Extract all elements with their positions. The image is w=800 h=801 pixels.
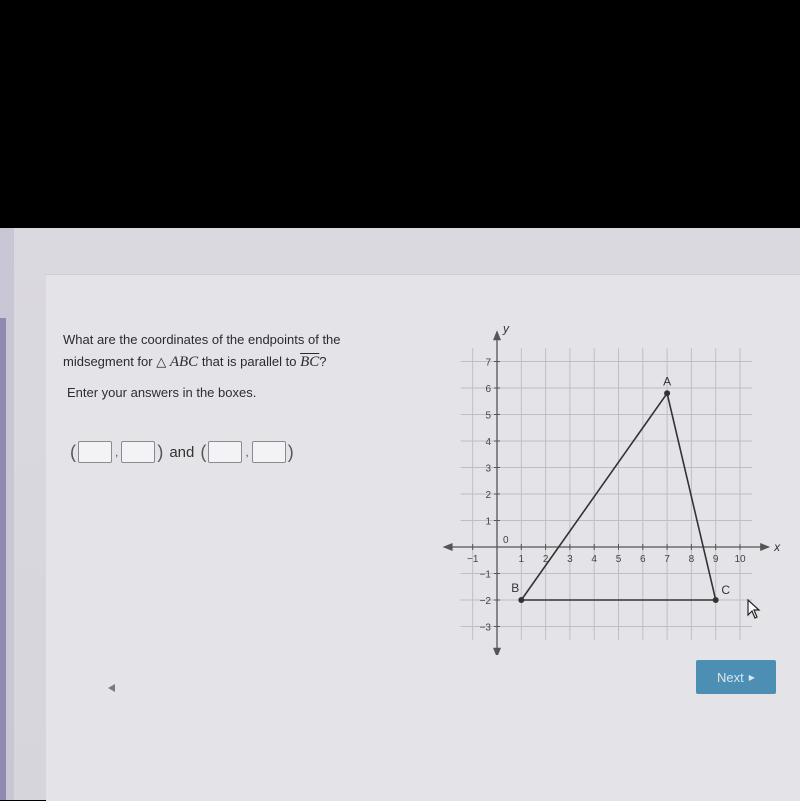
answer-box-3[interactable] bbox=[208, 441, 242, 463]
y-axis-arrow-up-icon bbox=[493, 330, 501, 340]
point-label-c: C bbox=[721, 583, 731, 597]
y-tick-label: 5 bbox=[485, 410, 491, 422]
x-axis-arrow-left-icon bbox=[443, 543, 453, 551]
triangle-abc bbox=[511, 374, 730, 603]
x-axis-label: x bbox=[774, 540, 781, 554]
open-paren-2: ( bbox=[200, 442, 207, 462]
x-tick-label: 2 bbox=[542, 554, 549, 565]
x-tick-label: 10 bbox=[734, 554, 746, 565]
answer-box-4[interactable] bbox=[252, 441, 286, 463]
x-tick-label: 4 bbox=[591, 554, 597, 565]
play-arrow-icon: ▶ bbox=[748, 672, 755, 682]
question-line-2-middle: that is parallel to bbox=[201, 354, 297, 369]
instruction-text: Enter your answers in the boxes. bbox=[67, 385, 257, 400]
y-tick-label: −1 bbox=[479, 569, 491, 581]
graph-grid bbox=[461, 348, 753, 640]
and-label: and bbox=[169, 443, 195, 461]
next-button[interactable] bbox=[696, 660, 776, 694]
mouse-cursor-icon bbox=[746, 598, 762, 620]
question-mark: ? bbox=[319, 354, 327, 369]
question-text bbox=[63, 329, 393, 373]
answer-box-1[interactable] bbox=[78, 441, 112, 463]
y-tick-label: 7 bbox=[485, 357, 491, 369]
graph-axes bbox=[443, 325, 782, 655]
x-tick-label: −1 bbox=[466, 554, 479, 565]
x-tick-label: 8 bbox=[688, 554, 695, 565]
open-paren-1: ( bbox=[70, 442, 76, 462]
point-b bbox=[518, 597, 524, 603]
question-line-1: What are the coordinates of the endpoints of the bbox=[63, 332, 341, 347]
x-axis-arrow-right-icon bbox=[760, 543, 770, 551]
point-label-b: B bbox=[511, 581, 520, 595]
point-label-a: A bbox=[663, 374, 672, 389]
left-side-strip bbox=[0, 228, 14, 800]
y-tick-label: 6 bbox=[485, 384, 491, 395]
triangle-symbol: △ bbox=[156, 354, 167, 369]
answer-box-2[interactable] bbox=[121, 441, 155, 463]
back-arrow-icon[interactable] bbox=[108, 684, 115, 692]
left-accent-bar bbox=[0, 318, 6, 800]
y-axis-arrow-down-icon bbox=[493, 648, 501, 655]
y-tick-label: −3 bbox=[479, 622, 491, 634]
y-axis-label: y bbox=[503, 325, 509, 336]
point-a bbox=[664, 390, 670, 396]
triangle-name: ABC bbox=[169, 354, 199, 370]
x-tick-label: 5 bbox=[615, 554, 622, 565]
x-tick-label: 3 bbox=[567, 554, 573, 565]
y-tick-label: 1 bbox=[485, 516, 491, 528]
comma-2: , bbox=[245, 445, 249, 459]
close-paren-1: ) bbox=[157, 442, 164, 462]
y-tick-label: 2 bbox=[485, 490, 491, 501]
x-tick-label: 7 bbox=[664, 554, 670, 565]
y-tick-label: 4 bbox=[485, 437, 491, 448]
comma-1: , bbox=[115, 445, 119, 459]
x-tick-label: 6 bbox=[640, 554, 646, 565]
y-tick-label: 3 bbox=[485, 463, 491, 475]
x-tick-label: 9 bbox=[712, 554, 719, 565]
x-tick-label: 1 bbox=[518, 554, 525, 565]
segment-name: $\overline{BC}$ bbox=[300, 354, 320, 370]
y-tick-label: −2 bbox=[479, 596, 491, 607]
point-c bbox=[713, 597, 719, 603]
close-paren-2: ) bbox=[287, 442, 294, 462]
next-label: Next bbox=[717, 669, 744, 685]
origin-label: 0 bbox=[503, 535, 509, 546]
question-line-2-prefix: midsegment for bbox=[63, 354, 153, 369]
question-line-2 bbox=[63, 351, 393, 373]
answer-row bbox=[70, 440, 294, 464]
graph-ticks bbox=[467, 358, 746, 634]
